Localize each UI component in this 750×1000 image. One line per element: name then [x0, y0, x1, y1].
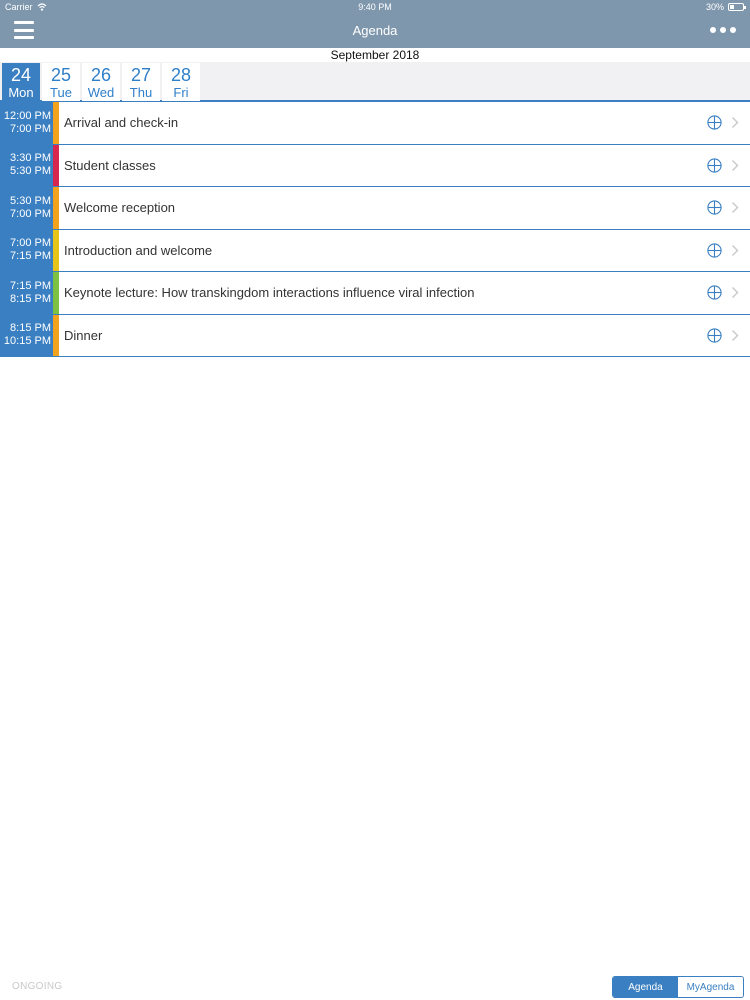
session-title: Arrival and check-in	[64, 115, 179, 131]
session-end: 8:15 PM	[10, 292, 51, 305]
session-times	[0, 272, 53, 314]
session-title: Student classes	[64, 157, 156, 173]
add-to-myagenda-icon[interactable]	[707, 200, 722, 215]
session-row[interactable]	[0, 102, 750, 145]
chevron-right-icon	[731, 159, 739, 172]
session-times	[0, 187, 53, 229]
session-start: 3:30 PM	[10, 152, 51, 165]
day-weekday: Mon	[8, 85, 34, 100]
more-dots-icon[interactable]	[710, 27, 736, 33]
session-end: 5:30 PM	[10, 165, 51, 178]
chevron-right-icon	[731, 329, 739, 342]
chevron-right-icon	[731, 201, 739, 214]
segment-myagenda[interactable]: MyAgenda	[678, 977, 743, 997]
agenda-list	[0, 102, 750, 357]
carrier-label: Carrier	[5, 2, 33, 12]
session-times	[0, 102, 53, 144]
battery-icon	[728, 3, 744, 11]
day-number: 25	[50, 65, 72, 85]
day-selector	[0, 62, 750, 102]
session-row[interactable]	[0, 230, 750, 273]
day-tab-mon[interactable]	[2, 63, 40, 101]
session-title: Introduction and welcome	[64, 242, 213, 258]
session-times	[0, 145, 53, 187]
day-weekday: Wed	[87, 85, 115, 100]
chevron-right-icon	[731, 244, 739, 257]
ongoing-filter[interactable]: ONGOING	[12, 981, 63, 992]
battery-fill	[730, 5, 734, 9]
session-start: 5:30 PM	[10, 194, 51, 207]
session-end: 7:00 PM	[10, 122, 51, 135]
day-weekday: Tue	[50, 85, 72, 100]
session-start: 12:00 PM	[3, 109, 51, 122]
battery-percent: 30%	[705, 2, 724, 12]
day-number: 24	[10, 65, 32, 85]
add-to-myagenda-icon[interactable]	[707, 243, 722, 258]
session-end: 7:00 PM	[10, 207, 51, 220]
add-to-myagenda-icon[interactable]	[707, 285, 722, 300]
session-row[interactable]	[0, 315, 750, 358]
session-start: 7:00 PM	[10, 237, 51, 250]
view-segmented-control	[612, 976, 744, 998]
day-weekday: Thu	[129, 85, 153, 100]
session-times	[0, 230, 53, 272]
day-weekday: Fri	[173, 85, 189, 100]
month-label: September 2018	[330, 48, 420, 62]
status-bar	[0, 0, 750, 14]
session-times	[0, 315, 53, 357]
session-start: 7:15 PM	[10, 279, 51, 292]
session-row[interactable]	[0, 145, 750, 188]
chevron-right-icon	[731, 286, 739, 299]
status-time: 9:40 PM	[358, 2, 392, 12]
session-end: 10:15 PM	[3, 335, 51, 348]
day-number: 28	[170, 65, 192, 85]
session-title: Dinner	[64, 327, 103, 343]
chevron-right-icon	[731, 116, 739, 129]
session-title: Keynote lecture: How transkingdom interactions influence viral infection	[64, 285, 475, 301]
battery-area	[706, 2, 744, 12]
session-row[interactable]	[0, 272, 750, 315]
day-tab-fri[interactable]	[162, 63, 200, 101]
session-start: 8:15 PM	[10, 322, 51, 335]
add-to-myagenda-icon[interactable]	[707, 115, 722, 130]
day-tab-wed[interactable]	[82, 63, 120, 101]
day-tab-thu[interactable]	[122, 63, 160, 101]
page-title: Agenda	[352, 23, 398, 38]
add-to-myagenda-icon[interactable]	[707, 328, 722, 343]
day-tab-tue[interactable]	[42, 63, 80, 101]
day-number: 27	[130, 65, 152, 85]
add-to-myagenda-icon[interactable]	[707, 158, 722, 173]
session-title: Welcome reception	[64, 200, 176, 216]
session-end: 7:15 PM	[10, 250, 51, 263]
nav-bar	[0, 14, 750, 48]
session-row[interactable]	[0, 187, 750, 230]
segment-agenda[interactable]: Agenda	[613, 977, 678, 997]
day-number: 26	[90, 65, 112, 85]
